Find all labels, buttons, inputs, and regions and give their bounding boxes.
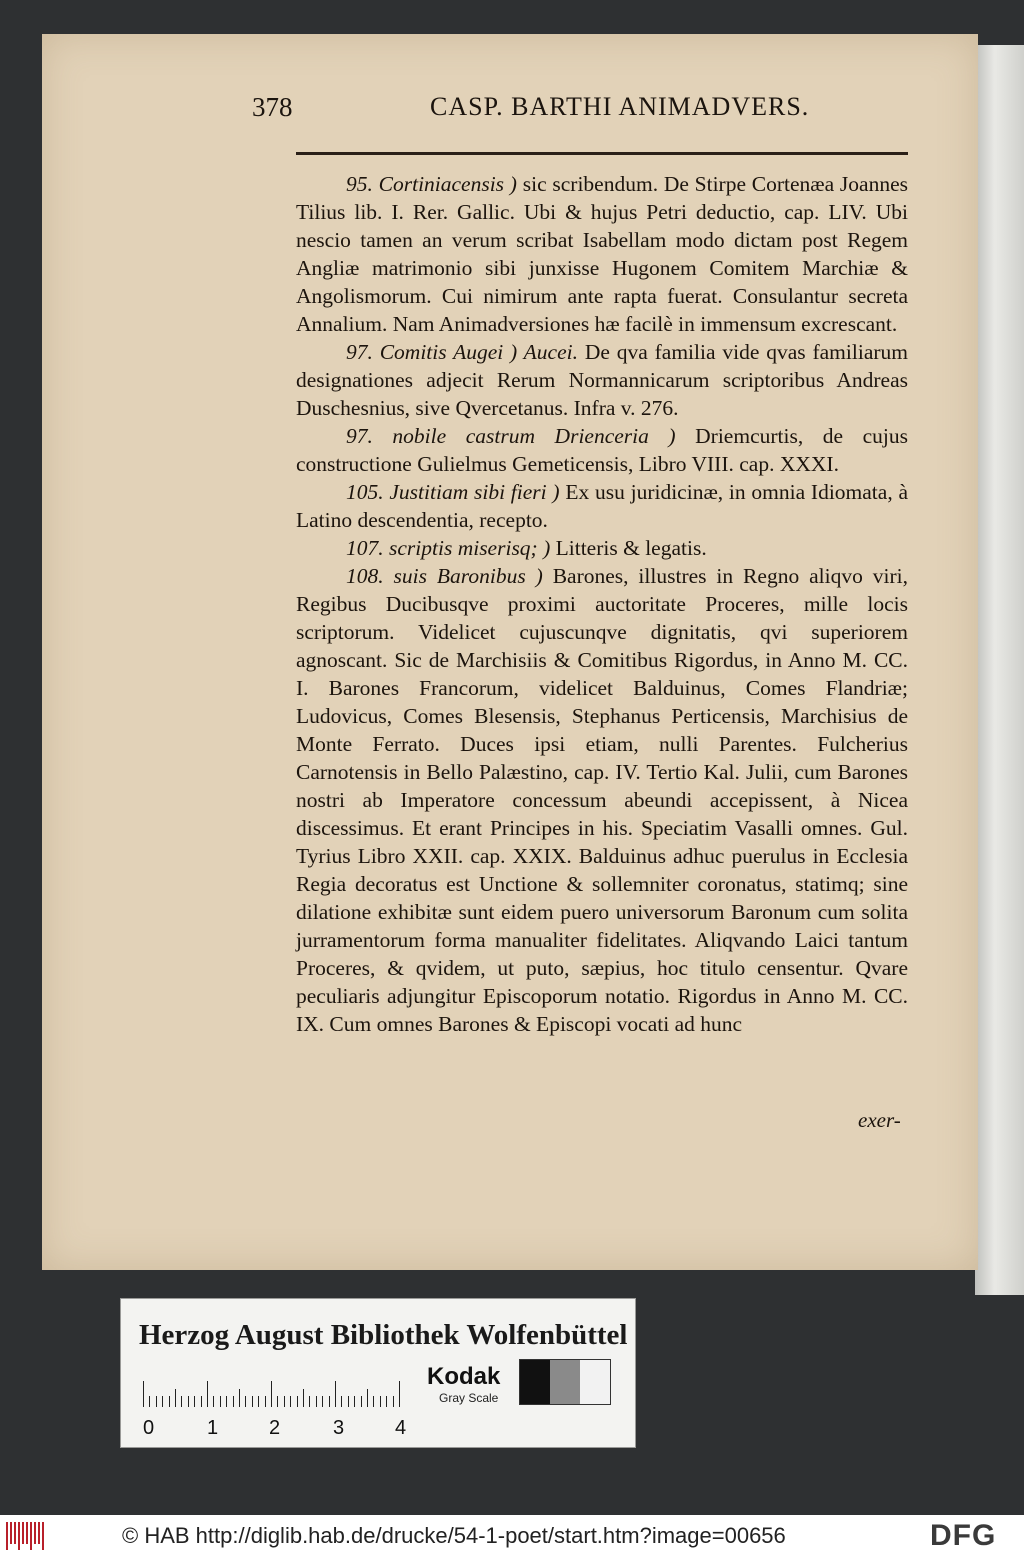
ruler-number: 2 — [269, 1417, 281, 1439]
ruler-tick — [322, 1396, 323, 1407]
note-paragraph — [296, 478, 908, 534]
gray-swatches — [519, 1359, 611, 1405]
note-body: Litteris & legatis. — [550, 536, 707, 560]
barcode-stripe — [38, 1522, 40, 1544]
ruler-tick — [380, 1396, 381, 1407]
ruler-tick — [297, 1396, 298, 1407]
catchword: exer- — [858, 1108, 901, 1132]
ruler-tick — [284, 1396, 285, 1407]
adjacent-page-edge — [975, 45, 1024, 1295]
note-paragraph — [296, 534, 908, 562]
barcode-stripe — [22, 1522, 24, 1544]
ruler-tick — [175, 1389, 176, 1407]
page-number: 378 — [252, 92, 293, 122]
page-header — [252, 92, 920, 132]
barcode-stripe — [6, 1522, 8, 1550]
ruler-tick — [271, 1381, 272, 1407]
ruler-ticks — [143, 1379, 409, 1407]
dfg-logo: DFG — [930, 1519, 997, 1552]
kodak-logo: Kodak — [427, 1363, 501, 1390]
barcode-stripe — [42, 1522, 44, 1550]
header-rule — [296, 152, 908, 155]
ruler-tick — [316, 1396, 317, 1407]
lemma: 97. nobile castrum Drienceria ) — [346, 424, 676, 448]
ruler-tick — [258, 1396, 259, 1407]
ruler-tick — [303, 1389, 304, 1407]
ruler-tick — [386, 1396, 387, 1407]
ruler-tick — [149, 1396, 150, 1407]
ruler-tick — [156, 1396, 157, 1407]
lemma: 97. Comitis Augei ) Aucei. — [346, 340, 578, 364]
ruler-tick — [393, 1396, 394, 1407]
note-paragraph — [296, 562, 908, 1038]
note-paragraph — [296, 170, 908, 338]
copyright-link[interactable]: © HAB http://diglib.hab.de/drucke/54-1-poet/start.htm?image=00656 — [122, 1523, 786, 1548]
swatch-black — [520, 1360, 550, 1404]
library-name: Herzog August Bibliothek Wolfenbüttel — [139, 1319, 628, 1351]
note-paragraph — [296, 422, 908, 478]
ruler-tick — [277, 1396, 278, 1407]
note-body: sic scribendum. De Stirpe Cortenæa Joannes Tilius lib. I. Rer. Gallic. Ubi & hujus Petri deductio, cap. LIV. Ubi nescio tamen an verum scribat Isabellam modo dictam post Regem Angliæ matrimonio sibi junxisse Hugonem Comitem Marchiæ & Angolismorum. Cui nimirum ante rapta fuerat. Consulantur secreta Annalium. Nam Animadversiones hæ facilè in immensum excrescant. — [296, 172, 908, 336]
ruler-tick — [329, 1396, 330, 1407]
ruler-tick — [220, 1396, 221, 1407]
ruler-tick — [181, 1396, 182, 1407]
ruler-tick — [169, 1396, 170, 1407]
swatch-white — [580, 1360, 610, 1404]
barcode-stripe — [34, 1522, 36, 1544]
ruler-tick — [348, 1396, 349, 1407]
ruler-tick — [207, 1381, 208, 1407]
ruler-tick — [201, 1396, 202, 1407]
swatch-gray — [550, 1360, 580, 1404]
barcode-stripe — [30, 1522, 32, 1550]
ruler-tick — [361, 1396, 362, 1407]
ruler-number: 4 — [395, 1417, 407, 1439]
ruler-tick — [213, 1396, 214, 1407]
ruler-tick — [194, 1396, 195, 1407]
ruler-tick — [309, 1396, 310, 1407]
note-paragraph — [296, 338, 908, 422]
ruler-tick — [252, 1396, 253, 1407]
barcode-stripe — [18, 1522, 20, 1550]
ruler-tick — [399, 1381, 400, 1407]
ruler-number: 0 — [143, 1417, 155, 1439]
lemma: 108. suis Baronibus ) — [346, 564, 543, 588]
color-calibration-card — [120, 1298, 636, 1448]
ruler-number: 3 — [333, 1417, 345, 1439]
ruler-tick — [188, 1396, 189, 1407]
ruler-tick — [265, 1396, 266, 1407]
ruler-tick — [162, 1396, 163, 1407]
ruler-tick — [226, 1396, 227, 1407]
ruler-tick — [335, 1381, 336, 1407]
ruler-tick — [341, 1396, 342, 1407]
commentary-text — [296, 170, 908, 1038]
ruler-tick — [233, 1396, 234, 1407]
ruler-tick — [354, 1396, 355, 1407]
gray-scale-label: Gray Scale — [439, 1391, 499, 1405]
barcode-stripe — [26, 1522, 28, 1544]
running-head: CASP. BARTHI ANIMADVERS. — [430, 92, 810, 121]
ruler-tick — [367, 1389, 368, 1407]
lemma: 95. Cortiniacensis ) — [346, 172, 517, 196]
note-body: De qva familia vide qvas familiarum designationes adjecit Rerum Normannicarum scriptoribus Andreas Duschesnius, sive Qvercetanus. Infra v. 276. — [296, 340, 908, 420]
ruler-tick — [373, 1396, 374, 1407]
ruler-tick — [245, 1396, 246, 1407]
note-body: Driemcurtis, de cujus constructione Gulielmus Gemeticensis, Libro VIII. cap. XXXI. — [296, 424, 908, 476]
ruler-number: 1 — [207, 1417, 219, 1439]
barcode-icon — [6, 1522, 48, 1550]
barcode-stripe — [10, 1522, 12, 1544]
ruler-tick — [143, 1381, 144, 1407]
note-body: Barones, illustres in Regno aliqvo viri, Regibus Ducibusqve proximi auctoritate Proceres, mille locis scriptorum. Videlicet cujuscunqve dignitatis, qvi superiorem agnoscant. Sic de Marchisiis & Comitibus Rigordus, in Anno M. CC. I. Barones Francorum, videlicet Balduinus, Comes Flandriæ; Ludovicus, Comes Blesensis, Stephanus Perticensis, Marchisius de Monte Ferrato. Duces ipsi etiam, nulli Parentes. Fulcherius Carnotensis in Bello Palæstino, cap. IV. Tertio Kal. Julii, cum Barones nostri ab Imperatore concessum abeundi accepissent, à Nicea discessimus. Et erant Principes in his. Speciatim Vasalli omnes. Gul. Tyrius Libro XXII. cap. XXIX. Balduinus adhuc puerulus in Ecclesia Regia decoratus est Unctione & sollemniter coronatus, statimq; sine dilatione exhibitæ sunt eidem puero universorum Baronum cum solita jurramentorum forma manualiter fidelitates. Aliqvando Laici tantum Proceres, & qvidem, ut puto, sæpius, hoc titulo censentur. Qvare peculiaris adjungitur Episcoporum notatio. Rigordus in Anno M. CC. IX. Cum omnes Barones & Episcopi vocati ad hunc — [296, 564, 908, 1036]
ruler-tick — [290, 1396, 291, 1407]
lemma: 105. Justitiam sibi fieri ) — [346, 480, 560, 504]
lemma: 107. scriptis miserisq; ) — [346, 536, 551, 560]
ruler-tick — [239, 1389, 240, 1407]
footer-bar — [0, 1515, 1024, 1557]
note-body: Ex usu juridicinæ, in omnia Idiomata, à Latino descendentia, recepto. — [296, 480, 908, 532]
barcode-stripe — [14, 1522, 16, 1544]
